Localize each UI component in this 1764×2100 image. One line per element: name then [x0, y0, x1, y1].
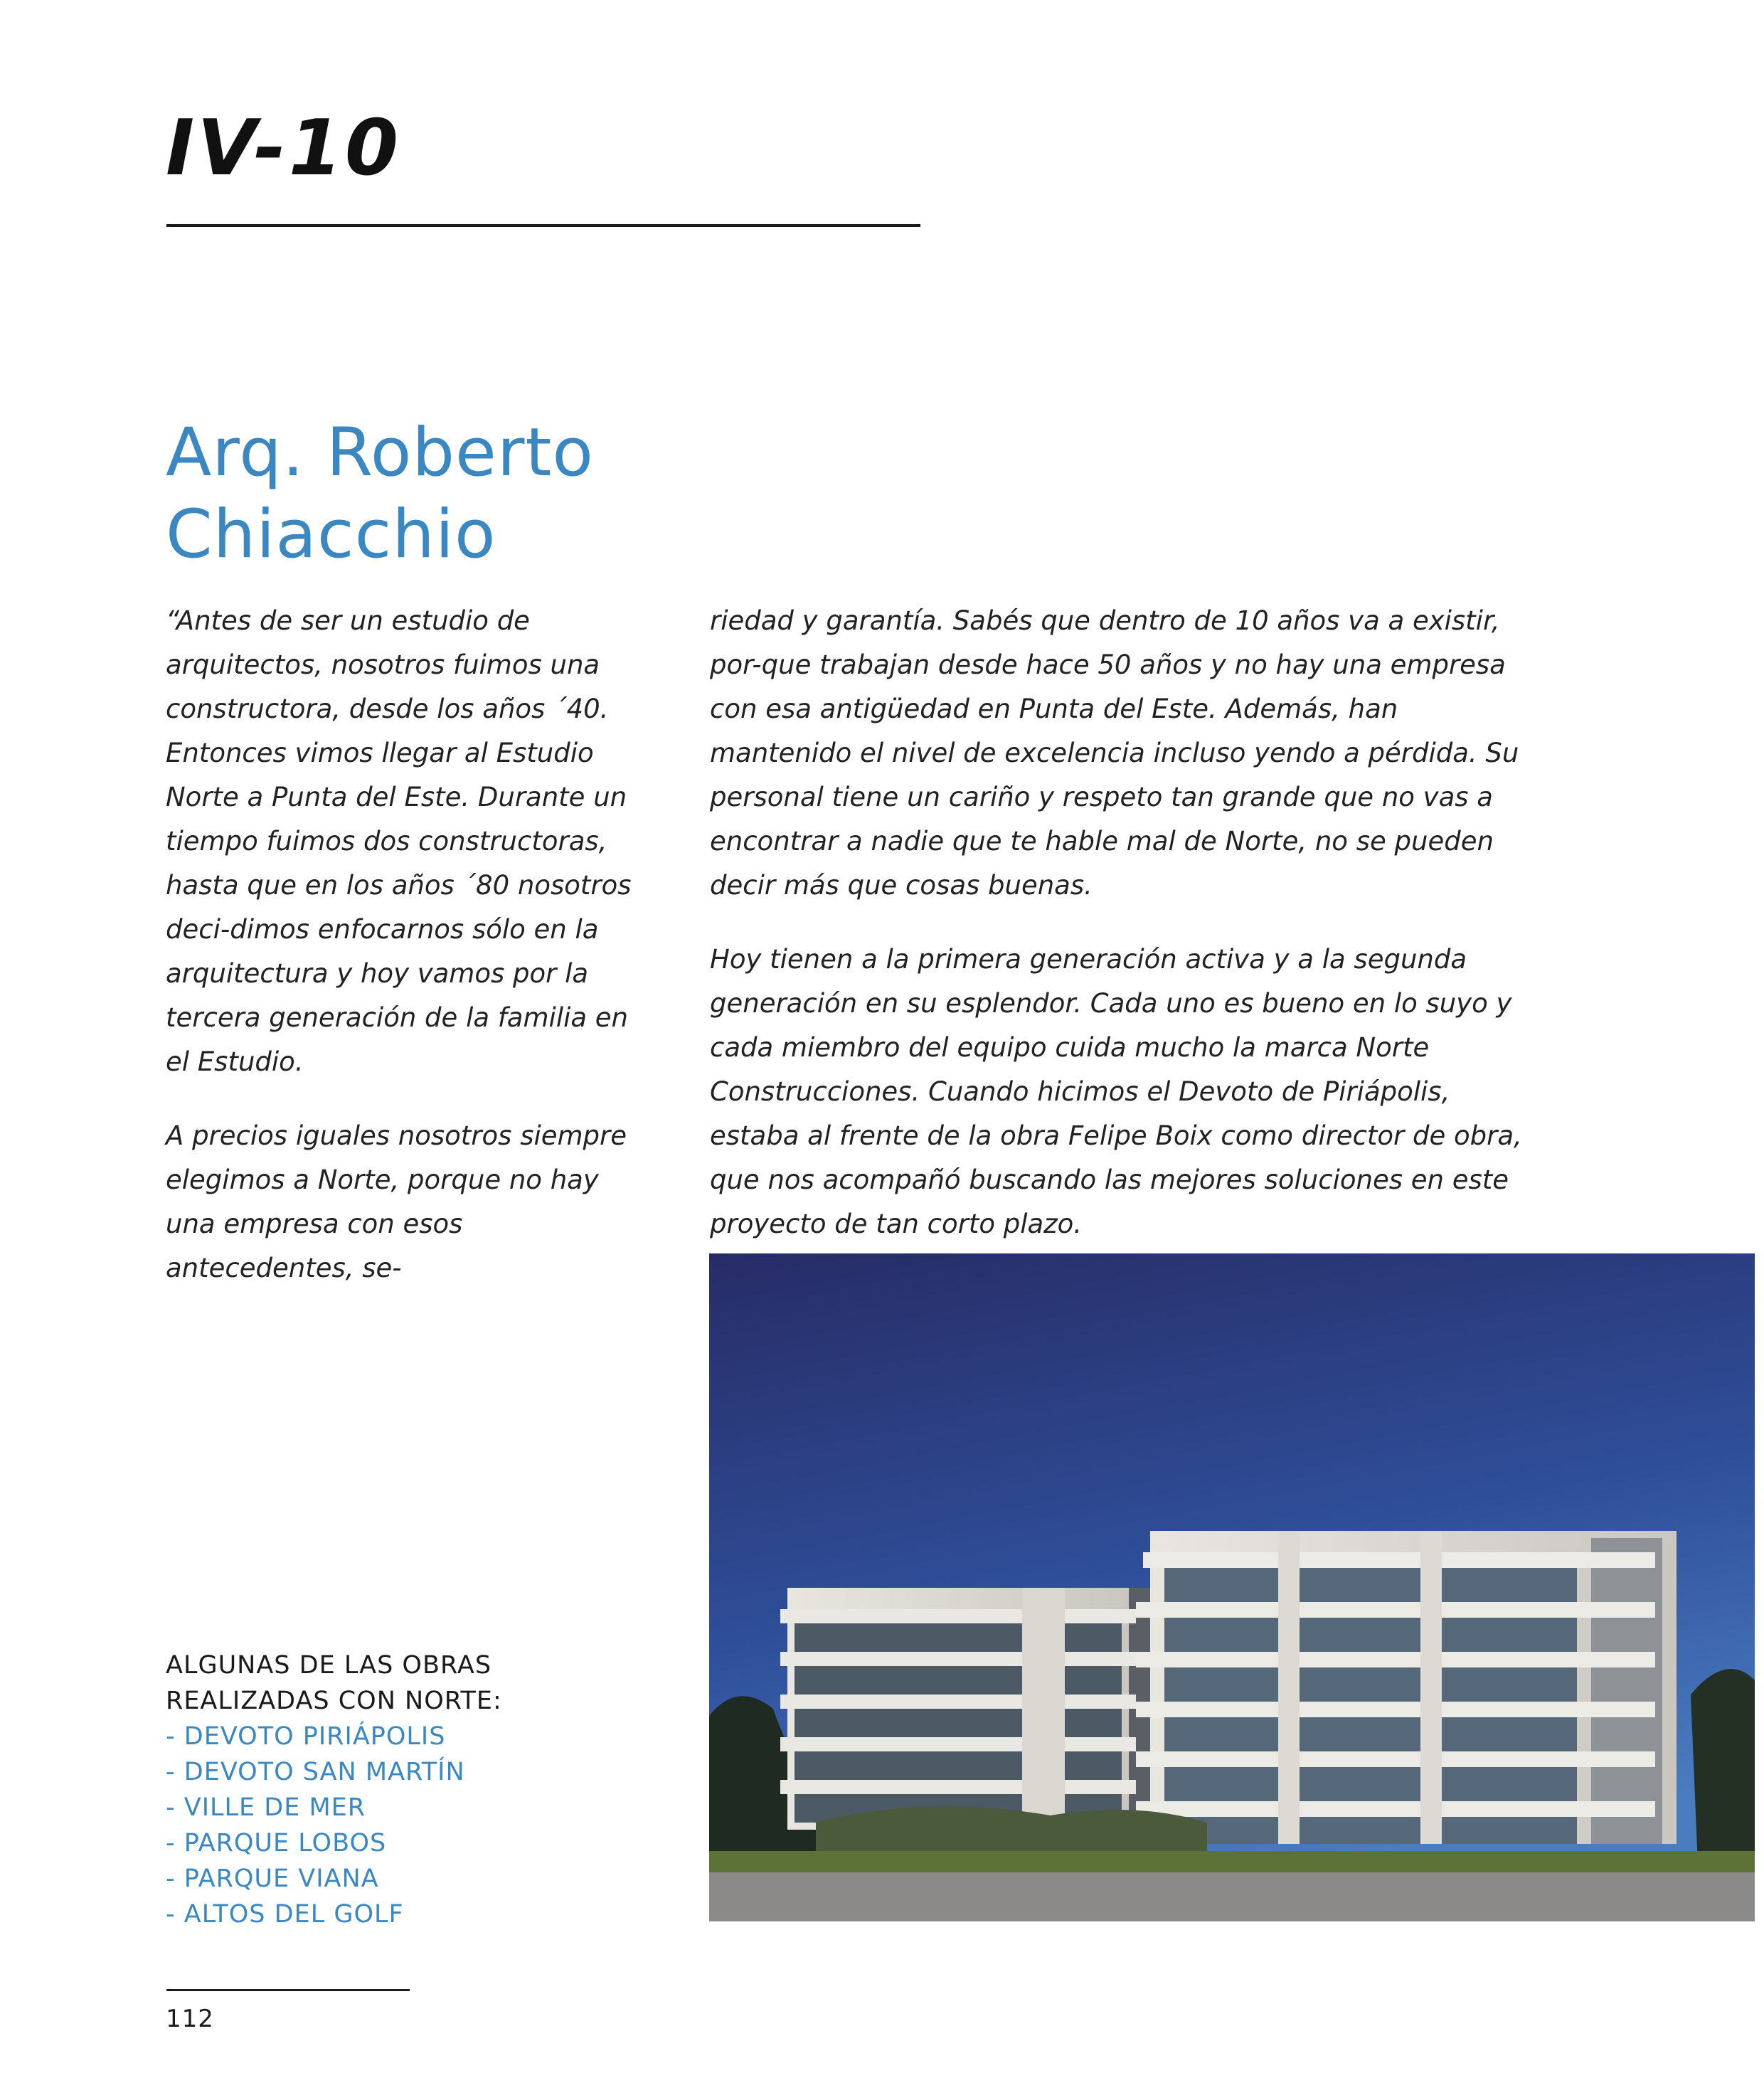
works-list-block — [166, 1648, 502, 1932]
tree-right — [1691, 1669, 1755, 1865]
works-list — [166, 1719, 502, 1932]
list-item: - ALTOS DEL GOLF — [166, 1900, 404, 1929]
author-name-line2: Chiacchio — [166, 495, 496, 573]
works-title-line1: ALGUNAS DE LAS OBRAS — [166, 1651, 492, 1680]
list-item: - PARQUE VIANA — [166, 1865, 379, 1893]
quote-column-left — [166, 599, 649, 1320]
list-item: - VILLE DE MER — [166, 1793, 366, 1822]
quote-paragraph: “Antes de ser un estudio de arquitectos, nosotros fuimos una constructora, desde los años ´40. Entonces vimos llegar al Estudio Norte a Punta del Este. Durante un tiempo fuimos dos constructoras, hasta que en los años ´80 nosotros deci-dimos enfocarnos sólo en la arquitectura y hoy vamos por la tercera generación de la familia en el Estudio. — [166, 605, 632, 1077]
building-photo — [709, 1253, 1755, 1921]
works-title-line2: REALIZADAS CON NORTE: — [166, 1687, 502, 1715]
quote-paragraph: Hoy tienen a la primera generación activa y a la segunda generación en su esplendor. Cada uno es bueno en lo suyo y cada miembro del equipo cuida mucho la marca Norte Construcciones. Cuando hicimos el Devoto de Piriápolis, estaba al frente de la obra Felipe Boix como director de obra, que nos acompañó buscando las mejores soluciones en este proyecto de tan corto plazo. — [710, 944, 1522, 1239]
author-name-line1: Arq. Roberto — [166, 414, 594, 492]
building-right — [1136, 1531, 1677, 1844]
list-item: - DEVOTO PIRIÁPOLIS — [166, 1722, 446, 1751]
quote-paragraph: riedad y garantía. Sabés que dentro de 10 años va a existir, por-que trabajan desde hace 50 años y no hay una empresa con esa antigüedad en Punta del Este. Además, han mantenido el nivel de excelencia incluso yendo a pérdida. Su personal tiene un cariño y respeto tan grande que no vas a encontrar a nadie que te hable mal de Norte, no se pueden decir más que cosas buenas. — [710, 605, 1519, 901]
quote-paragraph: A precios iguales nosotros siempre elegimos a Norte, porque no hay una empresa con esos antecedentes, se- — [166, 1120, 627, 1283]
section-code: IV-10 — [166, 104, 402, 193]
footer-rule — [166, 1989, 410, 1991]
header-rule — [166, 224, 920, 227]
list-item: - DEVOTO SAN MARTÍN — [166, 1758, 465, 1786]
page-number: 112 — [166, 2005, 214, 2033]
lawn — [709, 1851, 1755, 1876]
list-item: - PARQUE LOBOS — [166, 1829, 387, 1857]
quote-column-right — [710, 599, 1535, 1276]
driveway — [709, 1872, 1755, 1921]
author-name — [166, 413, 594, 576]
